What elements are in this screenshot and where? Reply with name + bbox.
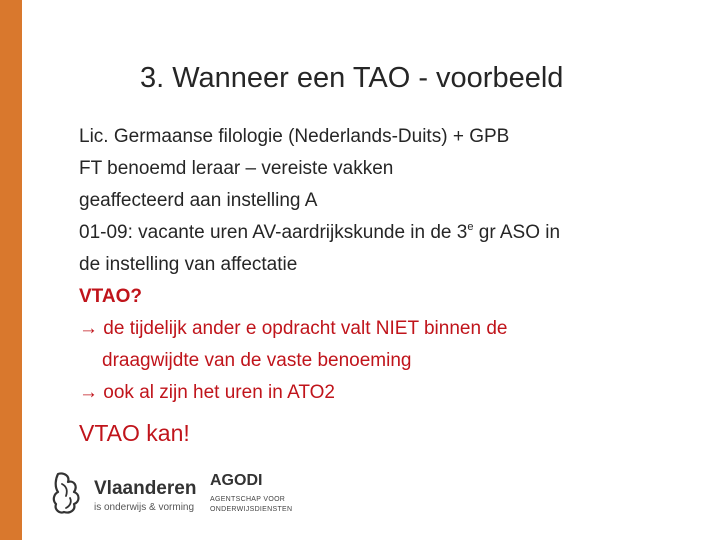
body-line-part: gr ASO in	[473, 222, 561, 243]
superscript-ordinal: e	[467, 221, 474, 233]
arrow-point: → de tijdelijk ander e opdracht valt NIET binnen de	[79, 318, 508, 339]
arrow-point: → ook al zijn het uren in ATO2	[79, 382, 335, 403]
agodi-subtitle-line: ONDERWIJSDIENSTEN	[210, 506, 293, 513]
agodi-subtitle	[210, 495, 320, 515]
body-line: de instelling van affectatie	[79, 254, 298, 275]
vlaanderen-tagline: is onderwijs & vorming	[94, 502, 195, 513]
body-line: Lic. Germaanse filologie (Nederlands-Duits) + GPB	[79, 126, 510, 147]
footer-logos	[50, 468, 310, 524]
body-line: FT benoemd leraar – vereiste vakken	[79, 158, 394, 179]
accent-side-bar	[0, 0, 22, 540]
arrow-point-continuation: draagwijdte van de vaste benoeming	[102, 350, 412, 371]
slide-body	[79, 121, 679, 451]
body-line	[79, 217, 679, 249]
agodi-name: AGODI	[210, 472, 263, 489]
body-line-part: 01-09: vacante uren AV-aardrijkskunde in de 3	[79, 222, 468, 243]
vlaanderen-name: Vlaanderen	[94, 478, 197, 499]
conclusion: VTAO kan!	[79, 420, 190, 446]
vtao-question: VTAO?	[79, 286, 142, 307]
body-line: geaffecteerd aan instelling A	[79, 190, 318, 211]
slide-title: 3. Wanneer een TAO - voorbeeld	[140, 62, 564, 94]
agodi-subtitle-line: AGENTSCHAP VOOR	[210, 496, 286, 503]
flemish-lion-icon	[50, 470, 86, 516]
